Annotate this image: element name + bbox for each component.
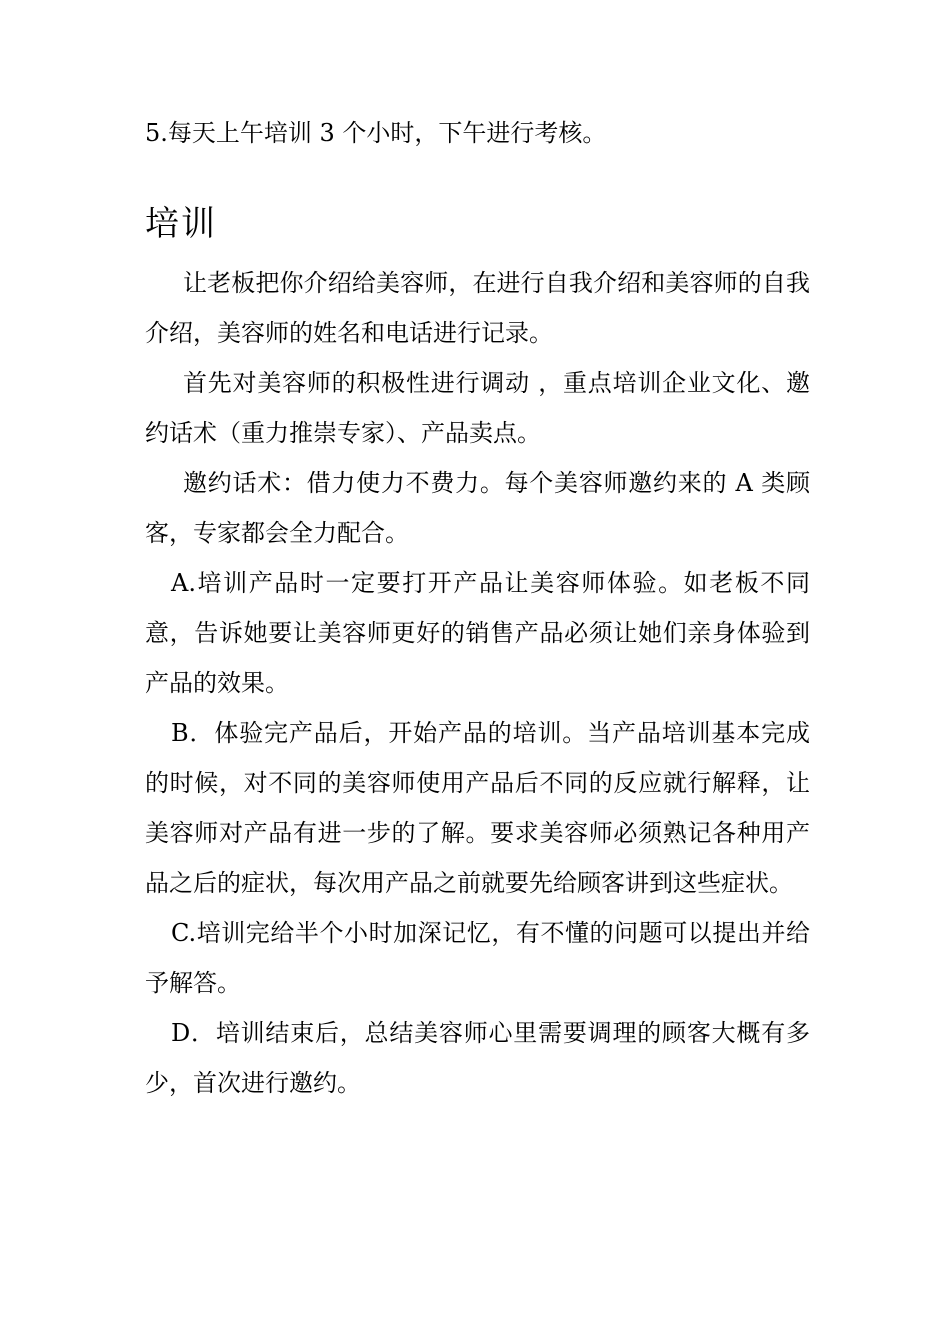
paragraph-invitation-script: 邀约话术：借力使力不费力。每个美容师邀约来的 A 类顾客，专家都会全力配合。	[145, 469, 810, 547]
schedule-note: 5.每天上午培训 3 个小时，下午进行考核。	[145, 119, 607, 147]
paragraph-item-b: B．体验完产品后，开始产品的培训。当产品培训基本完成的时候，对不同的美容师使用产品后不同的反应就行解释，让美容师对产品有进一步的了解。要求美容师必须熟记各种用产品之后的症状，每次用产品之前就要先给顾客讲到这些症状。	[145, 719, 810, 897]
paragraph-motivation: 首先对美容师的积极性进行调动 ，重点培训企业文化、邀约话术（重力推崇专家）、产品卖点。	[145, 369, 810, 447]
paragraph-item-c: C.培训完给半个小时加深记忆，有不懂的问题可以提出并给予解答。	[145, 919, 810, 997]
section-heading: 培训	[145, 204, 217, 244]
document-body	[145, 108, 810, 1108]
paragraph-introduction: 让老板把你介绍给美容师，在进行自我介绍和美容师的自我介绍，美容师的姓名和电话进行记录。	[145, 269, 810, 347]
paragraph-item-a: A.培训产品时一定要打开产品让美容师体验。如老板不同意，告诉她要让美容师更好的销售产品必须让她们亲身体验到产品的效果。	[145, 569, 810, 697]
paragraph-item-d: D．培训结束后，总结美容师心里需要调理的顾客大概有多少，首次进行邀约。	[145, 1019, 810, 1097]
